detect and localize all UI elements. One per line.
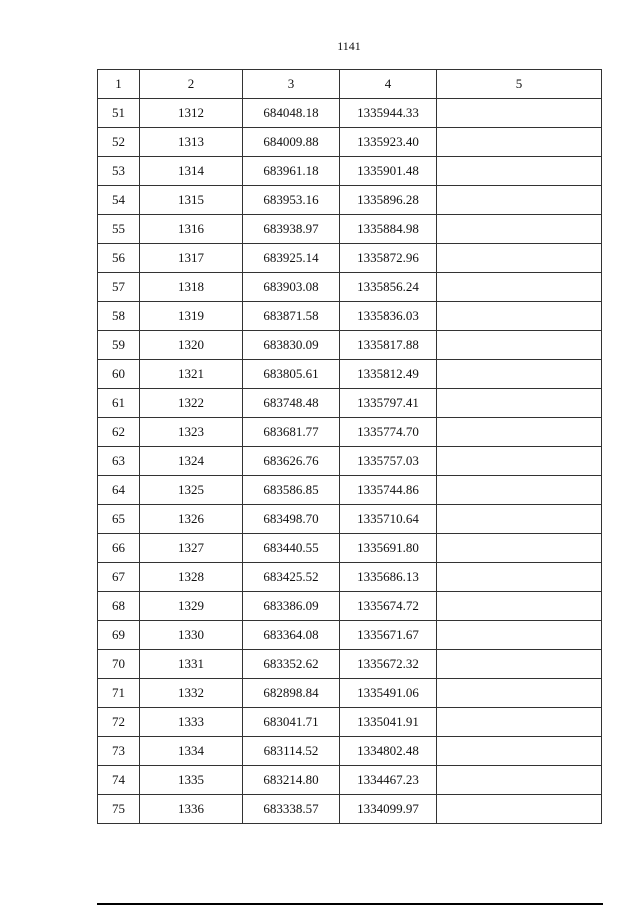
table-cell-col-4: 1335817.88 bbox=[340, 331, 437, 360]
table-cell-col-5 bbox=[437, 360, 602, 389]
table-cell-col-5 bbox=[437, 679, 602, 708]
table-cell-col-1: 56 bbox=[98, 244, 140, 273]
table-cell-col-2: 1324 bbox=[140, 447, 243, 476]
table-cell-col-4: 1335686.13 bbox=[340, 563, 437, 592]
table-row bbox=[98, 476, 602, 505]
table-cell-col-3: 683364.08 bbox=[243, 621, 340, 650]
table-cell-col-5 bbox=[437, 99, 602, 128]
table-row bbox=[98, 331, 602, 360]
table-cell-col-5 bbox=[437, 621, 602, 650]
page-number: 1141 bbox=[337, 39, 361, 53]
table-cell-col-3: 683386.09 bbox=[243, 592, 340, 621]
table-cell-col-2: 1331 bbox=[140, 650, 243, 679]
table-cell-col-3: 683338.57 bbox=[243, 795, 340, 824]
table-cell-col-2: 1320 bbox=[140, 331, 243, 360]
table-header-row bbox=[98, 70, 602, 99]
table-cell-col-1: 73 bbox=[98, 737, 140, 766]
table-cell-col-1: 53 bbox=[98, 157, 140, 186]
table-cell-col-1: 68 bbox=[98, 592, 140, 621]
table-cell-col-1: 75 bbox=[98, 795, 140, 824]
table-cell-col-2: 1323 bbox=[140, 418, 243, 447]
table-row bbox=[98, 389, 602, 418]
table-cell-col-4: 1335856.24 bbox=[340, 273, 437, 302]
table-cell-col-1: 67 bbox=[98, 563, 140, 592]
table-cell-col-3: 683871.58 bbox=[243, 302, 340, 331]
table-row bbox=[98, 592, 602, 621]
table-cell-col-3: 682898.84 bbox=[243, 679, 340, 708]
table-cell-col-3: 683805.61 bbox=[243, 360, 340, 389]
table-cell-col-4: 1335797.41 bbox=[340, 389, 437, 418]
table-cell-col-1: 59 bbox=[98, 331, 140, 360]
table-cell-col-2: 1330 bbox=[140, 621, 243, 650]
table-cell-col-2: 1316 bbox=[140, 215, 243, 244]
table-cell-col-5 bbox=[437, 157, 602, 186]
table-cell-col-4: 1335896.28 bbox=[340, 186, 437, 215]
table-cell-col-3: 683681.77 bbox=[243, 418, 340, 447]
table-row bbox=[98, 273, 602, 302]
table-cell-col-2: 1317 bbox=[140, 244, 243, 273]
table-cell-col-2: 1336 bbox=[140, 795, 243, 824]
table-cell-col-1: 58 bbox=[98, 302, 140, 331]
column-header-5: 5 bbox=[437, 70, 602, 99]
table-cell-col-3: 683041.71 bbox=[243, 708, 340, 737]
column-header-4: 4 bbox=[340, 70, 437, 99]
table-cell-col-3: 683748.48 bbox=[243, 389, 340, 418]
table-cell-col-2: 1334 bbox=[140, 737, 243, 766]
table-cell-col-3: 683114.52 bbox=[243, 737, 340, 766]
column-header-3: 3 bbox=[243, 70, 340, 99]
table-row bbox=[98, 708, 602, 737]
table-cell-col-3: 683498.70 bbox=[243, 505, 340, 534]
table-cell-col-2: 1329 bbox=[140, 592, 243, 621]
table-row bbox=[98, 128, 602, 157]
table-cell-col-1: 60 bbox=[98, 360, 140, 389]
table-cell-col-5 bbox=[437, 186, 602, 215]
table-row bbox=[98, 447, 602, 476]
table-cell-col-4: 1335836.03 bbox=[340, 302, 437, 331]
table-cell-col-2: 1328 bbox=[140, 563, 243, 592]
table-row bbox=[98, 621, 602, 650]
table-row bbox=[98, 186, 602, 215]
table-cell-col-5 bbox=[437, 708, 602, 737]
table-cell-col-4: 1335923.40 bbox=[340, 128, 437, 157]
table-cell-col-5 bbox=[437, 795, 602, 824]
table-cell-col-4: 1334467.23 bbox=[340, 766, 437, 795]
table-row bbox=[98, 505, 602, 534]
table-cell-col-5 bbox=[437, 215, 602, 244]
table-cell-col-3: 683214.80 bbox=[243, 766, 340, 795]
table-row bbox=[98, 795, 602, 824]
table-row bbox=[98, 302, 602, 331]
table-cell-col-4: 1334802.48 bbox=[340, 737, 437, 766]
table-cell-col-4: 1335744.86 bbox=[340, 476, 437, 505]
table-cell-col-1: 52 bbox=[98, 128, 140, 157]
table-cell-col-1: 71 bbox=[98, 679, 140, 708]
table-cell-col-4: 1335671.67 bbox=[340, 621, 437, 650]
table-row bbox=[98, 679, 602, 708]
table-row bbox=[98, 215, 602, 244]
table-cell-col-4: 1335901.48 bbox=[340, 157, 437, 186]
table-cell-col-1: 69 bbox=[98, 621, 140, 650]
table-cell-col-4: 1335672.32 bbox=[340, 650, 437, 679]
table-cell-col-1: 62 bbox=[98, 418, 140, 447]
table-row bbox=[98, 99, 602, 128]
table-cell-col-3: 683953.16 bbox=[243, 186, 340, 215]
table-cell-col-4: 1335944.33 bbox=[340, 99, 437, 128]
table-cell-col-3: 684009.88 bbox=[243, 128, 340, 157]
table-cell-col-3: 683352.62 bbox=[243, 650, 340, 679]
table-cell-col-3: 683586.85 bbox=[243, 476, 340, 505]
table-cell-col-5 bbox=[437, 505, 602, 534]
column-header-2: 2 bbox=[140, 70, 243, 99]
table-cell-col-4: 1335491.06 bbox=[340, 679, 437, 708]
table-cell-col-2: 1314 bbox=[140, 157, 243, 186]
table-cell-col-2: 1333 bbox=[140, 708, 243, 737]
table-cell-col-5 bbox=[437, 650, 602, 679]
table-cell-col-5 bbox=[437, 737, 602, 766]
table-row bbox=[98, 650, 602, 679]
table-row bbox=[98, 418, 602, 447]
table-cell-col-1: 66 bbox=[98, 534, 140, 563]
table-cell-col-2: 1319 bbox=[140, 302, 243, 331]
table-cell-col-3: 683938.97 bbox=[243, 215, 340, 244]
table-cell-col-3: 684048.18 bbox=[243, 99, 340, 128]
table-cell-col-2: 1312 bbox=[140, 99, 243, 128]
table-cell-col-4: 1335812.49 bbox=[340, 360, 437, 389]
table-cell-col-3: 683425.52 bbox=[243, 563, 340, 592]
table-cell-col-1: 72 bbox=[98, 708, 140, 737]
table-cell-col-2: 1321 bbox=[140, 360, 243, 389]
table-cell-col-3: 683925.14 bbox=[243, 244, 340, 273]
table-cell-col-2: 1318 bbox=[140, 273, 243, 302]
table-cell-col-5 bbox=[437, 592, 602, 621]
table-cell-col-2: 1313 bbox=[140, 128, 243, 157]
table-cell-col-2: 1335 bbox=[140, 766, 243, 795]
table-cell-col-5 bbox=[437, 476, 602, 505]
table-body bbox=[98, 99, 602, 824]
table-row bbox=[98, 534, 602, 563]
table-row bbox=[98, 360, 602, 389]
table-cell-col-3: 683626.76 bbox=[243, 447, 340, 476]
table-cell-col-5 bbox=[437, 534, 602, 563]
table-cell-col-3: 683830.09 bbox=[243, 331, 340, 360]
table-cell-col-5 bbox=[437, 302, 602, 331]
table-cell-col-1: 74 bbox=[98, 766, 140, 795]
table-cell-col-1: 61 bbox=[98, 389, 140, 418]
table-cell-col-2: 1315 bbox=[140, 186, 243, 215]
table-cell-col-4: 1335691.80 bbox=[340, 534, 437, 563]
table-cell-col-5 bbox=[437, 563, 602, 592]
table-cell-col-2: 1325 bbox=[140, 476, 243, 505]
table-row bbox=[98, 766, 602, 795]
table-cell-col-3: 683961.18 bbox=[243, 157, 340, 186]
table-cell-col-4: 1335041.91 bbox=[340, 708, 437, 737]
table-cell-col-1: 57 bbox=[98, 273, 140, 302]
table-cell-col-5 bbox=[437, 389, 602, 418]
table-cell-col-3: 683440.55 bbox=[243, 534, 340, 563]
table-cell-col-5 bbox=[437, 244, 602, 273]
table-cell-col-2: 1326 bbox=[140, 505, 243, 534]
table-cell-col-1: 64 bbox=[98, 476, 140, 505]
table-cell-col-1: 65 bbox=[98, 505, 140, 534]
table-cell-col-5 bbox=[437, 418, 602, 447]
table-cell-col-4: 1335757.03 bbox=[340, 447, 437, 476]
table-cell-col-1: 54 bbox=[98, 186, 140, 215]
table-cell-col-2: 1332 bbox=[140, 679, 243, 708]
table-cell-col-4: 1335674.72 bbox=[340, 592, 437, 621]
table-cell-col-1: 55 bbox=[98, 215, 140, 244]
table-cell-col-4: 1334099.97 bbox=[340, 795, 437, 824]
table-row bbox=[98, 244, 602, 273]
table-cell-col-1: 63 bbox=[98, 447, 140, 476]
table-cell-col-4: 1335710.64 bbox=[340, 505, 437, 534]
table-cell-col-4: 1335774.70 bbox=[340, 418, 437, 447]
table-cell-col-5 bbox=[437, 331, 602, 360]
table-cell-col-3: 683903.08 bbox=[243, 273, 340, 302]
table-row bbox=[98, 737, 602, 766]
table-cell-col-5 bbox=[437, 128, 602, 157]
table-cell-col-1: 51 bbox=[98, 99, 140, 128]
table-cell-col-4: 1335872.96 bbox=[340, 244, 437, 273]
table-cell-col-5 bbox=[437, 447, 602, 476]
table-cell-col-4: 1335884.98 bbox=[340, 215, 437, 244]
table-row bbox=[98, 563, 602, 592]
coordinates-table bbox=[97, 69, 602, 824]
table-cell-col-5 bbox=[437, 273, 602, 302]
table-cell-col-5 bbox=[437, 766, 602, 795]
table-cell-col-2: 1327 bbox=[140, 534, 243, 563]
table-row bbox=[98, 157, 602, 186]
table-cell-col-2: 1322 bbox=[140, 389, 243, 418]
column-header-1: 1 bbox=[98, 70, 140, 99]
table-cell-col-1: 70 bbox=[98, 650, 140, 679]
